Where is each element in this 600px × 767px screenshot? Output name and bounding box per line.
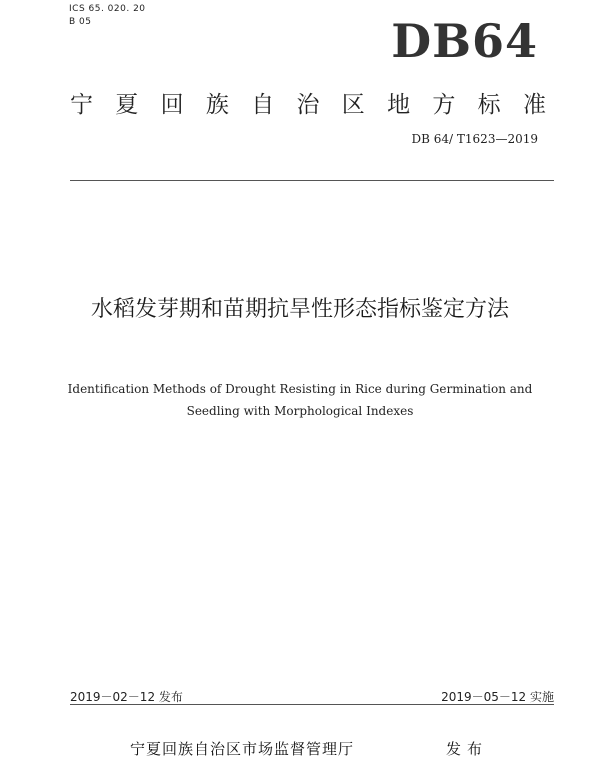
org-title-char: 回 <box>160 92 184 118</box>
footer-divider <box>70 704 554 705</box>
org-title-char: 地 <box>387 92 411 118</box>
org-title-char: 方 <box>432 92 456 118</box>
issued-label: 发布 <box>446 740 489 758</box>
publish-date: 2019－02－12 发布 <box>70 690 183 704</box>
ics-code: ICS 65. 020. 20 <box>69 4 146 14</box>
org-title-char: 治 <box>296 92 320 118</box>
standard-logo: DB64 <box>391 14 538 68</box>
org-title <box>70 86 546 119</box>
implement-date: 2019－05－12 实施 <box>441 690 554 704</box>
header-divider <box>70 180 554 181</box>
issuing-authority: 宁夏回族自治区市场监督管理厅 <box>130 740 355 758</box>
classification-code: B 05 <box>69 17 92 27</box>
org-title-char: 族 <box>205 92 229 118</box>
org-title-char: 标 <box>477 92 501 118</box>
document-title-en-line1: Identification Methods of Drought Resisting in Rice during Germination and <box>67 382 533 396</box>
document-title-cn: 水稻发芽期和苗期抗旱性形态指标鉴定方法 <box>90 297 509 322</box>
org-title-char: 自 <box>251 92 275 118</box>
document-title-en <box>60 378 540 422</box>
org-title-char: 区 <box>341 92 365 118</box>
org-title-char: 宁 <box>70 92 93 118</box>
document-title-en-line2: Seedling with Morphological Indexes <box>186 404 414 418</box>
org-title-char: 夏 <box>115 92 139 118</box>
standard-number: DB 64/ T1623—2019 <box>411 132 538 146</box>
org-title-char: 准 <box>522 92 546 118</box>
